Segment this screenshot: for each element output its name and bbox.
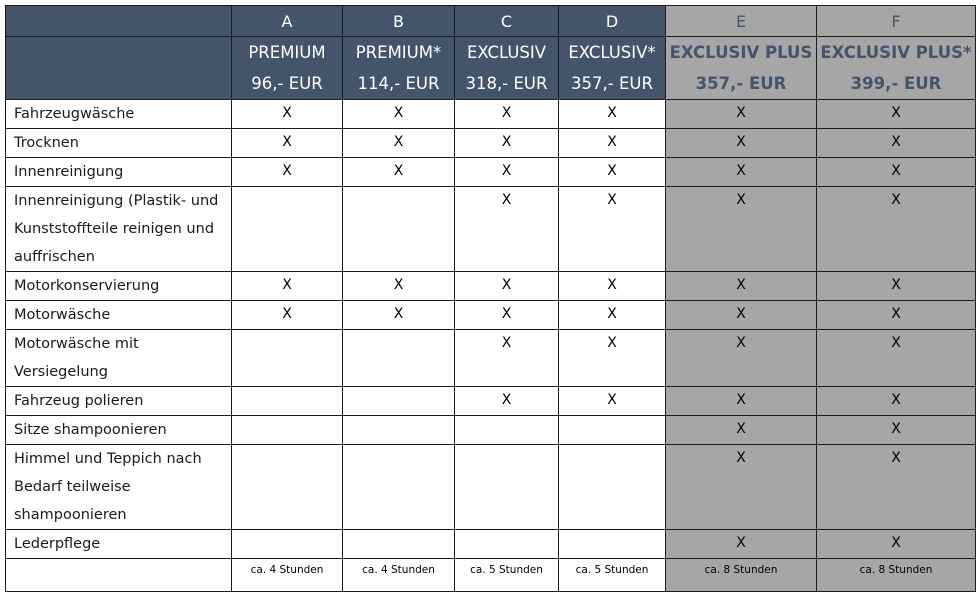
inclusion-cell: X (232, 100, 343, 129)
inclusion-cell (559, 445, 666, 530)
inclusion-cell: X (559, 158, 666, 187)
inclusion-cell: X (817, 387, 976, 416)
package-price-c: 318,- EUR (465, 74, 548, 93)
package-price-f: 399,- EUR (850, 74, 942, 93)
inclusion-cell: X (455, 301, 559, 330)
inclusion-cell: X (343, 100, 455, 129)
inclusion-cell: X (559, 187, 666, 272)
package-name-d: EXCLUSIV* (568, 43, 656, 62)
inclusion-cell (232, 445, 343, 530)
inclusion-cell: X (666, 330, 817, 387)
inclusion-cell (232, 416, 343, 445)
service-label: Lederpflege (6, 530, 232, 559)
column-letter-a: A (232, 6, 343, 37)
inclusion-cell: X (455, 100, 559, 129)
table-row (6, 387, 976, 416)
inclusion-cell: X (817, 301, 976, 330)
table-row (6, 187, 976, 272)
service-label: Trocknen (6, 129, 232, 158)
header-corner-top (6, 6, 232, 37)
inclusion-cell: X (559, 301, 666, 330)
inclusion-cell: X (343, 158, 455, 187)
duration-label-empty (6, 559, 232, 592)
service-label: Innenreinigung (Plastik- und Kunststoffteile reinigen und auffrischen (6, 187, 232, 272)
inclusion-cell: X (817, 100, 976, 129)
inclusion-cell: X (559, 129, 666, 158)
inclusion-cell (559, 416, 666, 445)
table-row (6, 301, 976, 330)
inclusion-cell: X (817, 416, 976, 445)
inclusion-cell (232, 330, 343, 387)
package-header-f (817, 37, 976, 100)
package-name-a: PREMIUM (248, 43, 326, 62)
package-name-b: PREMIUM* (355, 43, 442, 62)
header-corner-bottom (6, 37, 232, 100)
duration-cell: ca. 8 Stunden (817, 559, 976, 592)
inclusion-cell (232, 530, 343, 559)
inclusion-cell: X (666, 158, 817, 187)
inclusion-cell: X (666, 187, 817, 272)
inclusion-cell: X (666, 416, 817, 445)
inclusion-cell: X (817, 330, 976, 387)
inclusion-cell (343, 187, 455, 272)
service-label: Innenreinigung (6, 158, 232, 187)
column-letter-b: B (343, 6, 455, 37)
table-row (6, 530, 976, 559)
inclusion-cell: X (232, 272, 343, 301)
package-comparison-table (5, 5, 976, 592)
inclusion-cell: X (455, 330, 559, 387)
inclusion-cell (232, 387, 343, 416)
service-label: Fahrzeugwäsche (6, 100, 232, 129)
inclusion-cell: X (817, 272, 976, 301)
inclusion-cell: X (232, 301, 343, 330)
service-label: Motorwäsche (6, 301, 232, 330)
inclusion-cell (455, 530, 559, 559)
table-row (6, 100, 976, 129)
table-row (6, 158, 976, 187)
inclusion-cell: X (455, 158, 559, 187)
table-row (6, 272, 976, 301)
table-row (6, 129, 976, 158)
inclusion-cell: X (343, 129, 455, 158)
inclusion-cell: X (666, 129, 817, 158)
column-letter-c: C (455, 6, 559, 37)
inclusion-cell: X (666, 387, 817, 416)
inclusion-cell: X (455, 187, 559, 272)
inclusion-cell: X (559, 387, 666, 416)
column-letter-e: E (666, 6, 817, 37)
header-letter-row (6, 6, 976, 37)
inclusion-cell (455, 445, 559, 530)
service-label: Motorkonservierung (6, 272, 232, 301)
package-name-f: EXCLUSIV PLUS* (820, 43, 972, 62)
duration-row (6, 559, 976, 592)
table-row (6, 416, 976, 445)
inclusion-cell (343, 387, 455, 416)
package-price-a: 96,- EUR (251, 74, 323, 93)
package-price-b: 114,- EUR (357, 74, 440, 93)
inclusion-cell: X (559, 100, 666, 129)
package-price-e: 357,- EUR (695, 74, 787, 93)
service-label: Fahrzeug polieren (6, 387, 232, 416)
table-row (6, 330, 976, 387)
inclusion-cell: X (666, 100, 817, 129)
package-header-a (232, 37, 343, 100)
header-name-row (6, 37, 976, 100)
inclusion-cell: X (817, 158, 976, 187)
inclusion-cell: X (343, 272, 455, 301)
inclusion-cell: X (666, 530, 817, 559)
inclusion-cell: X (232, 158, 343, 187)
inclusion-cell (343, 416, 455, 445)
inclusion-cell: X (559, 272, 666, 301)
duration-cell: ca. 4 Stunden (343, 559, 455, 592)
service-label: Himmel und Teppich nach Bedarf teilweise shampoonieren (6, 445, 232, 530)
inclusion-cell (343, 530, 455, 559)
duration-cell: ca. 5 Stunden (455, 559, 559, 592)
inclusion-cell: X (559, 330, 666, 387)
inclusion-cell (343, 445, 455, 530)
inclusion-cell: X (817, 187, 976, 272)
table-row (6, 445, 976, 530)
service-label: Motorwäsche mit Versiegelung (6, 330, 232, 387)
inclusion-cell (455, 416, 559, 445)
package-name-e: EXCLUSIV PLUS (669, 43, 813, 62)
package-price-d: 357,- EUR (571, 74, 653, 93)
inclusion-cell: X (666, 301, 817, 330)
inclusion-cell (559, 530, 666, 559)
inclusion-cell: X (232, 129, 343, 158)
inclusion-cell (232, 187, 343, 272)
package-header-d (559, 37, 666, 100)
duration-cell: ca. 8 Stunden (666, 559, 817, 592)
duration-cell: ca. 5 Stunden (559, 559, 666, 592)
inclusion-cell: X (455, 129, 559, 158)
column-letter-d: D (559, 6, 666, 37)
inclusion-cell: X (666, 272, 817, 301)
inclusion-cell: X (666, 445, 817, 530)
inclusion-cell: X (343, 301, 455, 330)
inclusion-cell: X (817, 530, 976, 559)
inclusion-cell: X (817, 129, 976, 158)
duration-cell: ca. 4 Stunden (232, 559, 343, 592)
package-header-b (343, 37, 455, 100)
package-name-c: EXCLUSIV (466, 43, 547, 62)
package-header-e (666, 37, 817, 100)
package-header-c (455, 37, 559, 100)
service-label: Sitze shampoonieren (6, 416, 232, 445)
inclusion-cell: X (455, 387, 559, 416)
column-letter-f: F (817, 6, 976, 37)
inclusion-cell: X (817, 445, 976, 530)
inclusion-cell (343, 330, 455, 387)
inclusion-cell: X (455, 272, 559, 301)
